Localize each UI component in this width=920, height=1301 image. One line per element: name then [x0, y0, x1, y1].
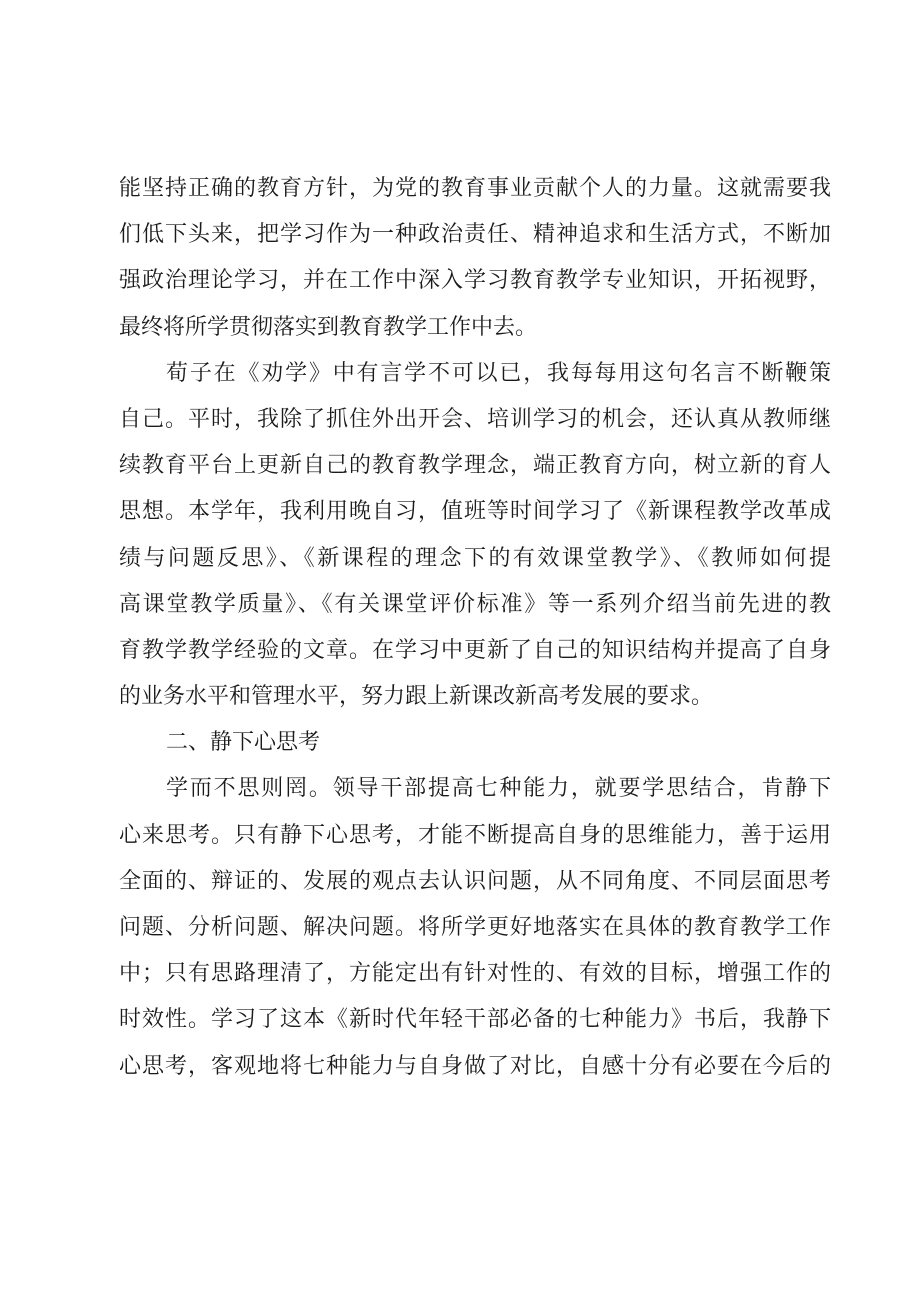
document-body [119, 166, 831, 1090]
text-line: 育教学教学经验的文章。在学习中更新了自己的知识结构并提高了自身 [119, 637, 831, 663]
text-line: 心思考，客观地将七种能力与自身做了对比，自感十分有必要在今后的 [119, 1053, 831, 1079]
text-line: 们低下头来，把学习作为一种政治责任、精神追求和生活方式，不断加 [119, 222, 831, 248]
text-line: 问题、分析问题、解决问题。将所学更好地落实在具体的教育教学工作 [119, 915, 831, 940]
text-line: 中；只有思路理清了，方能定出有针对性的、有效的目标，增强工作的 [119, 961, 831, 987]
paragraph-xunzi [119, 351, 831, 721]
text-line: 绩与问题反思》、《新课程的理念下的有效课堂教学》、《教师如何提 [119, 545, 831, 571]
text-line: 自己。平时，我除了抓住外出开会、培训学习的机会，还认真从教师继 [119, 406, 831, 432]
text-line: 时效性。学习了这本《新时代年轻干部必备的七种能力》书后，我静下 [119, 1007, 831, 1033]
text-line: 高课堂教学质量》、《有关课堂评价标准》等一系列介绍当前先进的教 [119, 591, 831, 617]
text-line: 荀子在《劝学》中有言学不可以已，我每每用这句名言不断鞭策 [166, 360, 831, 386]
paragraph-reflection [119, 766, 831, 1089]
text-line: 续教育平台上更新自己的教育教学理念，端正教育方向，树立新的育人 [119, 453, 831, 479]
text-line: 的业务水平和管理水平，努力跟上新课改新高考发展的要求。 [119, 684, 714, 710]
text-line: 心来思考。只有静下心思考，才能不断提高自身的思维能力，善于运用 [119, 822, 831, 848]
text-line: 思想。本学年，我利用晚自习，值班等时间学习了《新课程教学改革成 [119, 499, 831, 525]
paragraph-continuation [119, 166, 831, 351]
section-heading: 二、静下心思考 [166, 730, 321, 756]
text-line: 最终将所学贯彻落实到教育教学工作中去。 [119, 314, 538, 340]
text-line: 全面的、辩证的、发展的观点去认识问题，从不同角度、不同层面思考 [119, 868, 831, 894]
text-line: 能坚持正确的教育方针，为党的教育事业贡献个人的力量。这就需要我 [119, 176, 831, 201]
text-line: 学而不思则罔。领导干部提高七种能力，就要学思结合，肯静下 [166, 776, 831, 802]
text-line: 强政治理论学习，并在工作中深入学习教育教学专业知识，开拓视野， [119, 268, 831, 294]
